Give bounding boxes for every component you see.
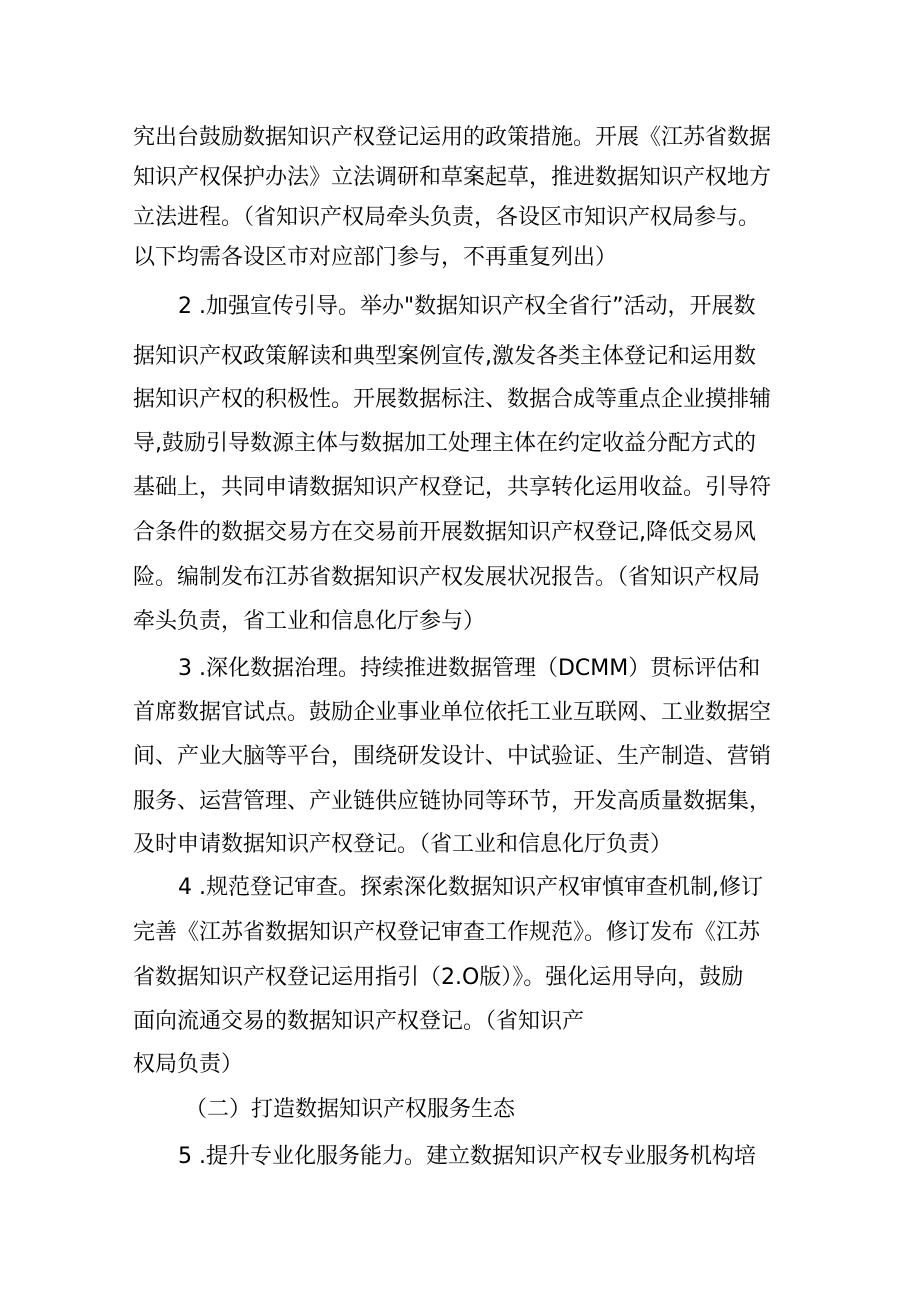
- text-line-1: 究出台鼓励数据知识产权登记运用的政策措施。开展《江苏省数据: [133, 125, 772, 150]
- text-line-9: 基础上，共同申请数据知识产权登记，共享转化运用收益。引导符: [133, 475, 772, 500]
- text-line-6: 据知识产权政策解读和典型案例宣传,激发各类主体登记和运用数: [133, 344, 756, 369]
- text-line-20: 省数据知识产权登记运用指引（2.O版）》。强化运用导向，鼓励: [133, 965, 744, 990]
- text-line-3: 立法进程。（省知识产权局牵头负责，各设区市知识产权局参与。: [133, 205, 761, 230]
- text-line-19: 完善《江苏省数据知识产权登记审查工作规范》。修订发布《江苏: [133, 920, 761, 945]
- section-heading-line: （二）打造数据知识产权服务生态: [185, 1097, 516, 1122]
- paragraph-5-heading-line: 5 .提升专业化服务能力。建立数据知识产权专业服务机构培: [178, 1144, 756, 1169]
- text-line-12: 牵头负责，省工业和信息化厅参与）: [133, 609, 486, 634]
- paragraph-3-heading-line: 3 .深化数据治理。持续推进数据管理（DCMM）贯标评估和: [178, 656, 761, 681]
- paragraph-2-heading-line: 2 .加强宣传引导。举办"数据知识产权全省行”活动，开展数: [178, 294, 756, 319]
- text-line-15: 间、产业大脑等平台，围绕研发设计、中试验证、生产制造、营销: [133, 744, 772, 769]
- paragraph-4-heading-line: 4 .规范登记审查。探索深化数据知识产权审慎审查机制,修订: [178, 875, 763, 900]
- text-line-14: 首席数据官试点。鼓励企业事业单位依托工业互联网、工业数据空: [133, 700, 772, 725]
- text-line-10: 合条件的数据交易方在交易前开展数据知识产权登记,降低交易风: [133, 520, 756, 545]
- text-line-4: 以下均需各设区市对应部门参与，不再重复列出）: [133, 245, 618, 270]
- text-line-22: 权局负责）: [133, 1052, 244, 1077]
- text-line-16: 服务、运营管理、产业链供应链协同等环节，开发高质量数据集，: [133, 789, 772, 814]
- text-line-11: 险。编制发布江苏省数据知识产权发展状况报告。（省知识产权局: [133, 565, 761, 590]
- text-line-2: 知识产权保护办法》立法调研和草案起草，推进数据知识产权地方: [133, 165, 772, 190]
- text-line-7: 据知识产权的积极性。开展数据标注、数据合成等重点企业摸排辅: [133, 387, 772, 412]
- text-line-8: 导,鼓励引导数源主体与数据加工处理主体在约定收益分配方式的: [133, 431, 756, 456]
- text-line-17: 及时申请数据知识产权登记。（省工业和信息化厅负责）: [133, 832, 673, 857]
- text-line-21: 面向流通交易的数据知识产权登记。（省知识产: [133, 1009, 585, 1034]
